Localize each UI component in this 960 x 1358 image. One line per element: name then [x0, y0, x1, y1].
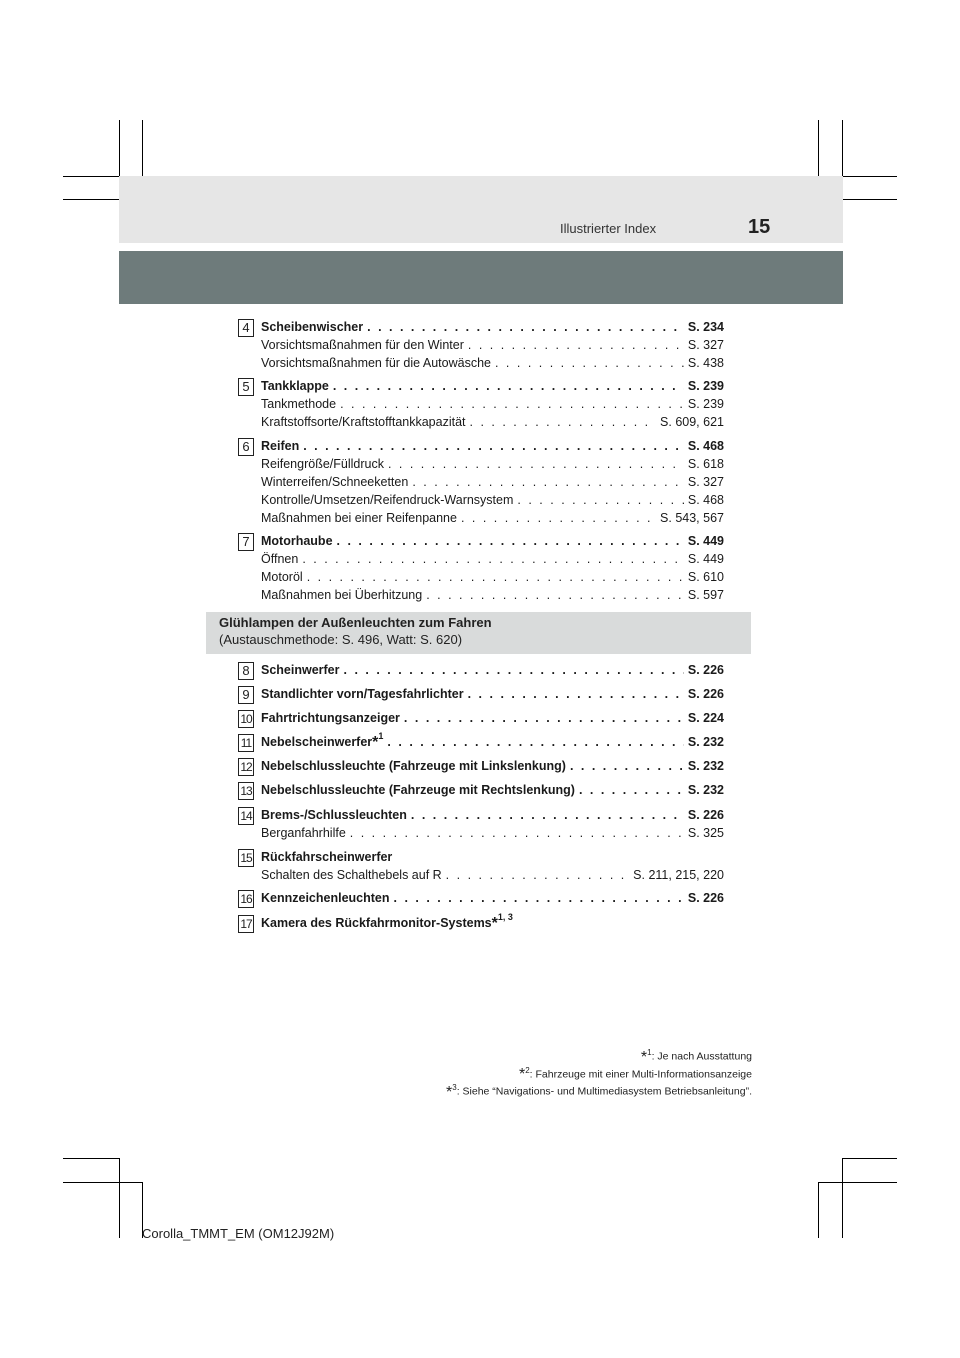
leader-dots [470, 413, 657, 431]
page-number: 15 [748, 216, 771, 238]
header-title: Illustrierter Index [560, 221, 657, 236]
entry-number-badge: 9 [238, 686, 254, 704]
crop-mark [63, 199, 119, 200]
index-main-row[interactable] [261, 911, 724, 932]
footnote-star-icon: * [518, 1066, 526, 1083]
page-reference: S. 468 [687, 493, 724, 507]
entry-label: Kennzeichenleuchten [261, 891, 390, 905]
index-sub-row[interactable] [261, 491, 724, 509]
entry-label: Brems-/Schlussleuchten [261, 808, 407, 822]
index-main-row[interactable] [261, 709, 724, 727]
leader-dots [302, 550, 684, 568]
crop-mark [818, 1182, 897, 1183]
entry-label: Fahrtrichtungsanzeiger [261, 711, 400, 725]
footnote-2 [446, 1064, 752, 1082]
entry-label: Kontrolle/Umsetzen/Reifendruck-Warnsystem [261, 493, 514, 507]
entry-number-badge: 11 [238, 734, 254, 752]
index-main-row[interactable] [261, 730, 724, 751]
leader-dots [468, 685, 684, 703]
leader-dots [340, 395, 684, 413]
entry-label: Maßnahmen bei einer Reifenpanne [261, 511, 457, 525]
leader-dots [404, 709, 684, 727]
entry-label: Maßnahmen bei Überhitzung [261, 588, 423, 602]
header-band [119, 176, 843, 243]
leader-dots [333, 377, 684, 395]
leader-dots [367, 318, 684, 336]
entry-number-badge: 12 [238, 758, 254, 776]
index-sub-row[interactable] [261, 473, 724, 491]
leader-dots [387, 733, 683, 751]
entry-label: Tankmethode [261, 397, 337, 411]
section-title: Glühlampen der Außenleuchten zum Fahren [219, 615, 492, 630]
leader-dots [579, 781, 684, 799]
crop-mark [63, 1182, 142, 1183]
footnote-star-icon: * [640, 1048, 648, 1066]
index-sub-row[interactable] [261, 568, 724, 586]
entry-label: Vorsichtsmaßnahmen für den Winter [261, 338, 464, 352]
page-reference: S. 226 [687, 687, 724, 701]
entry-label: Kraftstoffsorte/Kraftstofftankkapazität [261, 415, 466, 429]
page-reference: S. 449 [687, 534, 724, 548]
leader-dots [388, 455, 684, 473]
entry-number-badge: 14 [238, 807, 254, 825]
entry-label [261, 730, 384, 751]
entry-label: Reifen [261, 439, 300, 453]
footnote-number: 2 [525, 1065, 530, 1075]
entry-label-text: Nebelscheinwerfer [261, 735, 373, 749]
index-main-row[interactable] [261, 685, 724, 703]
page-reference: S. 232 [687, 759, 724, 773]
index-sub-row[interactable] [261, 354, 724, 372]
leader-dots [468, 336, 684, 354]
index-main-row[interactable] [261, 889, 724, 907]
page-reference: S. 468 [687, 439, 724, 453]
crop-mark [63, 1158, 119, 1159]
footnote-ref: 1 [378, 730, 384, 741]
index-sub-row[interactable] [261, 413, 724, 431]
leader-dots [570, 757, 684, 775]
crop-mark [842, 1158, 897, 1159]
entry-label: Scheibenwischer [261, 320, 364, 334]
footnote-1 [446, 1046, 752, 1064]
entry-number-badge: 4 [238, 319, 254, 337]
entry-number-badge: 7 [238, 533, 254, 551]
entry-number-badge: 15 [238, 849, 254, 867]
index-sub-row[interactable] [261, 336, 724, 354]
leader-dots [337, 532, 684, 550]
crop-mark [142, 120, 143, 176]
entry-label: Nebelschlussleuchte (Fahrzeuge mit Rechtslenkung) [261, 783, 575, 797]
entry-number-badge: 10 [238, 710, 254, 728]
page-reference: S. 438 [687, 356, 724, 370]
footnote-3 [446, 1081, 752, 1099]
footnote-ref: 1, 3 [497, 911, 513, 922]
index-main-row[interactable] [261, 806, 724, 824]
crop-mark [842, 199, 897, 200]
page-reference: S. 239 [687, 379, 724, 393]
page-reference: S. 327 [687, 338, 724, 352]
leader-dots [307, 568, 684, 586]
leader-dots [412, 473, 684, 491]
leader-dots [517, 491, 683, 509]
entry-label: Berganfahrhilfe [261, 826, 346, 840]
entry-label: Scheinwerfer [261, 663, 340, 677]
entry-label: Vorsichtsmaßnahmen für die Autowäsche [261, 356, 491, 370]
page-reference: S. 609, 621 [660, 415, 724, 429]
index-sub-row[interactable] [261, 455, 724, 473]
footnote-text: : Siehe “Navigations- und Multimediasystem Betriebsanleitung”. [456, 1085, 752, 1098]
crop-mark [818, 1182, 819, 1238]
page-reference: S. 226 [687, 663, 724, 677]
entry-label: Standlichter vorn/Tagesfahrlichter [261, 687, 464, 701]
entry-label-text: Kamera des Rückfahrmonitor-Systems [261, 916, 492, 930]
leader-dots [303, 437, 684, 455]
entry-number-badge: 5 [238, 378, 254, 396]
page-reference: S. 325 [687, 826, 724, 840]
index-sub-row[interactable] [261, 509, 724, 527]
entry-label: Nebelschlussleuchte (Fahrzeuge mit Linkslenkung) [261, 759, 566, 773]
leader-dots [350, 824, 684, 842]
index-main-row[interactable] [261, 532, 724, 550]
chapter-band [119, 251, 843, 304]
entry-label: Öffnen [261, 552, 299, 566]
page-reference: S. 327 [687, 475, 724, 489]
page-reference: S. 597 [687, 588, 724, 602]
crop-mark [818, 120, 819, 176]
page-reference: S. 211, 215, 220 [633, 868, 724, 882]
entry-label: Winterreifen/Schneeketten [261, 475, 409, 489]
index-main-row[interactable] [261, 848, 724, 866]
index-main-row[interactable] [261, 757, 724, 775]
footnote-number: 3 [452, 1083, 457, 1092]
footnote-star-icon: * [491, 915, 498, 932]
footnote-star-icon: * [446, 1083, 453, 1101]
leader-dots [344, 661, 684, 679]
entry-label: Motorhaube [261, 534, 333, 548]
index-sub-row[interactable] [261, 824, 724, 842]
leader-dots [411, 806, 684, 824]
index-main-row[interactable] [261, 377, 724, 395]
page-reference: S. 224 [687, 711, 724, 725]
crop-mark [842, 1158, 843, 1238]
entry-label [261, 911, 513, 932]
leader-dots [446, 866, 630, 884]
entry-label: Reifengröße/Fülldruck [261, 457, 384, 471]
page-reference: S. 232 [687, 735, 724, 749]
entry-number-badge: 17 [238, 915, 254, 933]
section-subtitle: (Austauschmethode: S. 496, Watt: S. 620) [219, 632, 463, 647]
crop-mark [119, 1158, 120, 1238]
entry-label: Motoröl [261, 570, 303, 584]
footer-document-id: Corolla_TMMT_EM (OM12J92M) [142, 1226, 335, 1241]
page-reference: S. 610 [687, 570, 724, 584]
entry-label: Rückfahrscheinwerfer [261, 850, 393, 864]
entry-number-badge: 13 [238, 782, 254, 800]
footnote-number: 1 [647, 1048, 652, 1057]
entry-number-badge: 8 [238, 662, 254, 680]
leader-dots [394, 889, 684, 907]
leader-dots [495, 354, 684, 372]
footnote-text: : Fahrzeuge mit einer Multi-Informationsanzeige [529, 1068, 752, 1080]
page-reference: S. 234 [687, 320, 724, 334]
page-reference: S. 618 [687, 457, 724, 471]
entry-label: Tankklappe [261, 379, 329, 393]
page-reference: S. 232 [687, 783, 724, 797]
footnote-text: : Je nach Ausstattung [651, 1050, 752, 1063]
index-sub-row[interactable] [261, 395, 724, 413]
page-reference: S. 226 [687, 891, 724, 905]
index-main-row[interactable] [261, 661, 724, 679]
index-main-row[interactable] [261, 781, 724, 799]
entry-number-badge: 6 [238, 438, 254, 456]
footnote-star-icon: * [372, 734, 379, 751]
index-sub-row[interactable] [261, 586, 724, 604]
page-reference: S. 239 [687, 397, 724, 411]
index-main-row[interactable] [261, 318, 724, 336]
entry-label: Schalten des Schalthebels auf R [261, 868, 442, 882]
index-sub-row[interactable] [261, 866, 724, 884]
footnotes [446, 1046, 752, 1099]
entry-number-badge: 16 [238, 890, 254, 908]
leader-dots [461, 509, 656, 527]
page-reference: S. 226 [687, 808, 724, 822]
page-reference: S. 449 [687, 552, 724, 566]
index-sub-row[interactable] [261, 550, 724, 568]
index-main-row[interactable] [261, 437, 724, 455]
leader-dots [426, 586, 684, 604]
page-reference: S. 543, 567 [660, 511, 724, 525]
